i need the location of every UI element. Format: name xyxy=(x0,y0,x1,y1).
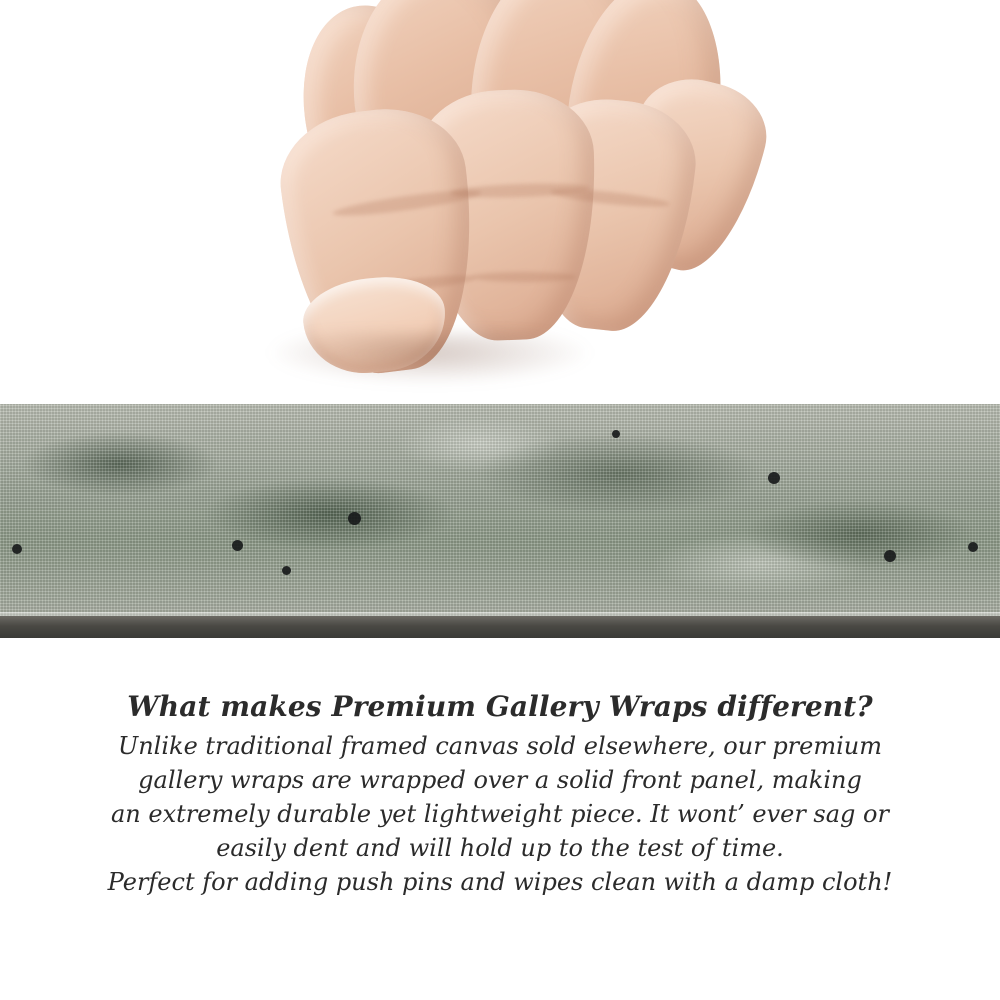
caption-line: easily dent and will hold up to the test of time. xyxy=(216,834,784,863)
caption-heading: What makes Premium Gallery Wraps different? xyxy=(127,690,873,723)
canvas-speck xyxy=(282,566,291,575)
canvas-speck xyxy=(968,542,978,552)
canvas-weave-texture xyxy=(0,404,1000,616)
hand-contact-shadow xyxy=(270,332,590,384)
canvas-speck xyxy=(12,544,22,554)
caption-line: Perfect for adding push pins and wipes clean with a damp cloth! xyxy=(107,868,893,897)
canvas-speck xyxy=(232,540,243,551)
caption-line: Unlike traditional framed canvas sold elsewhere, our premium xyxy=(117,732,882,760)
canvas-speck xyxy=(348,512,361,525)
caption-line: gallery wraps are wrapped over a solid front panel, making xyxy=(138,766,862,795)
canvas-speck xyxy=(884,550,896,562)
canvas-edge-strip xyxy=(0,404,1000,616)
canvas-speck xyxy=(612,430,620,438)
caption-block xyxy=(0,690,1000,899)
caption-body xyxy=(0,729,1000,899)
canvas-panel-side xyxy=(0,616,1000,638)
caption-line: an extremely durable yet lightweight piece. It wont’ ever sag or xyxy=(111,800,889,829)
hand-illustration xyxy=(120,0,700,430)
finger-crease xyxy=(472,272,576,282)
canvas-speck xyxy=(768,472,780,484)
